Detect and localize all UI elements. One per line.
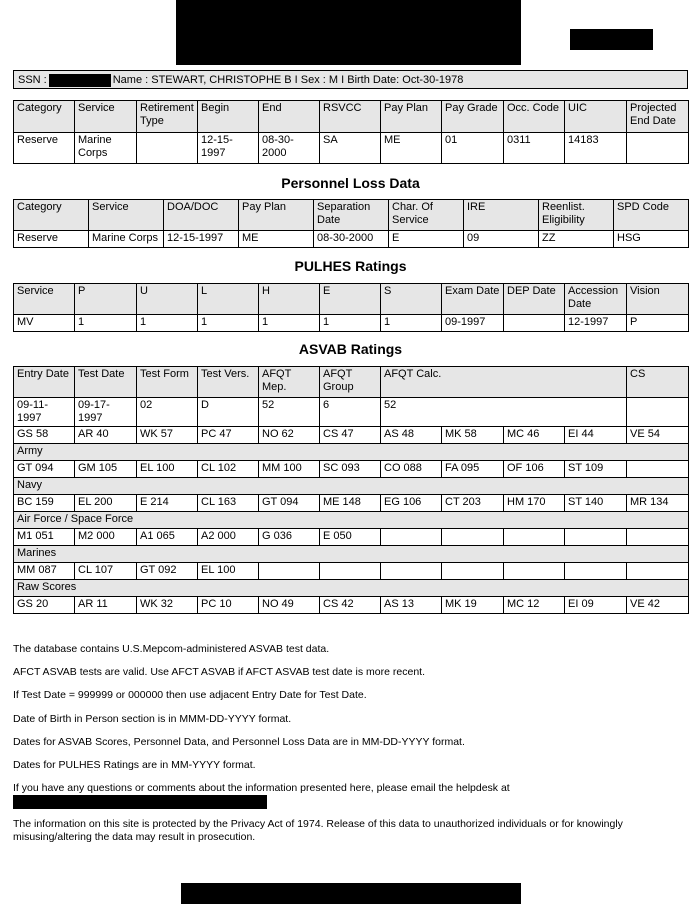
person-info: Name : STEWART, CHRISTOPHE B I Sex : M I Birth Date: Oct-30-1978 <box>112 74 464 86</box>
col-header: CS <box>627 367 689 398</box>
cell <box>381 529 442 546</box>
col-header: Category <box>14 101 75 133</box>
section-row <box>14 478 689 495</box>
col-header: Occ. Code <box>504 101 565 133</box>
cell: CL 102 <box>198 461 259 478</box>
cell: AS 13 <box>381 597 442 614</box>
cell: ST 140 <box>565 495 627 512</box>
section-label: Air Force / Space Force <box>14 512 689 529</box>
cell: Marine Corps <box>75 133 137 164</box>
cell: GS 20 <box>14 597 75 614</box>
section-label: Navy <box>14 478 689 495</box>
cell <box>137 133 198 164</box>
table-row <box>14 495 689 512</box>
service-table <box>13 100 689 164</box>
redacted-ssn <box>49 74 111 87</box>
col-header: Test Form <box>137 367 198 398</box>
section-row <box>14 512 689 529</box>
cell: GS 58 <box>14 427 75 444</box>
cell: 52 <box>259 398 320 427</box>
section-row <box>14 444 689 461</box>
cell: G 036 <box>259 529 320 546</box>
col-header: RSVCC <box>320 101 381 133</box>
cell: ZZ <box>539 231 614 248</box>
loss-title: Personnel Loss Data <box>281 175 420 191</box>
asvab-title: ASVAB Ratings <box>298 341 403 357</box>
cell: 1 <box>198 315 259 332</box>
cell: 08-30-2000 <box>259 133 320 164</box>
cell: 12-15-1997 <box>164 231 239 248</box>
cell: ME 148 <box>320 495 381 512</box>
note-4: Date of Birth in Person section is in MMM-DD-YYYY format. <box>13 713 292 725</box>
cell: 08-30-2000 <box>314 231 389 248</box>
cell: Reserve <box>14 231 89 248</box>
note-6: Dates for PULHES Ratings are in MM-YYYY format. <box>13 759 256 771</box>
cell <box>442 563 504 580</box>
cell <box>565 529 627 546</box>
cell: PC 47 <box>198 427 259 444</box>
col-header: AFQT Group <box>320 367 381 398</box>
cell: M1 051 <box>14 529 75 546</box>
col-header: Entry Date <box>14 367 75 398</box>
cell: 01 <box>442 133 504 164</box>
cell: D <box>198 398 259 427</box>
cell: Marine Corps <box>89 231 164 248</box>
pulhes-table <box>13 283 689 332</box>
cell: A2 000 <box>198 529 259 546</box>
cell: VE 42 <box>627 597 689 614</box>
redacted-banner <box>176 0 521 65</box>
table-row <box>14 597 689 614</box>
cell: 12-1997 <box>565 315 627 332</box>
col-header: Exam Date <box>442 284 504 315</box>
cell: GT 092 <box>137 563 198 580</box>
cell: 1 <box>75 315 137 332</box>
table-row <box>14 231 689 248</box>
redacted-footer <box>181 883 521 904</box>
col-header: Pay Grade <box>442 101 504 133</box>
cell: MM 100 <box>259 461 320 478</box>
cell: CL 107 <box>75 563 137 580</box>
cell: 52 <box>381 398 627 427</box>
cell: E <box>389 231 464 248</box>
cell: 1 <box>381 315 442 332</box>
cell: AS 48 <box>381 427 442 444</box>
person-header <box>13 70 688 89</box>
cell: 02 <box>137 398 198 427</box>
col-header: Vision <box>627 284 689 315</box>
table-row <box>14 427 689 444</box>
col-header: Service <box>14 284 75 315</box>
cell: EL 100 <box>137 461 198 478</box>
col-header: Accession Date <box>565 284 627 315</box>
cell: ME <box>381 133 442 164</box>
table-row <box>14 133 689 164</box>
cell: MC 12 <box>504 597 565 614</box>
cell: HM 170 <box>504 495 565 512</box>
cell: 0311 <box>504 133 565 164</box>
cell: EI 44 <box>565 427 627 444</box>
cell: 09-17-1997 <box>75 398 137 427</box>
col-header: H <box>259 284 320 315</box>
cell: E 214 <box>137 495 198 512</box>
asvab-table <box>13 366 689 614</box>
col-header: Service <box>75 101 137 133</box>
cell: FA 095 <box>442 461 504 478</box>
cell: CT 203 <box>442 495 504 512</box>
cell: VE 54 <box>627 427 689 444</box>
cell: ST 109 <box>565 461 627 478</box>
col-header: Retirement Type <box>137 101 198 133</box>
cell: OF 106 <box>504 461 565 478</box>
table-row <box>14 461 689 478</box>
cell: MK 19 <box>442 597 504 614</box>
cell: GM 105 <box>75 461 137 478</box>
cell: MR 134 <box>627 495 689 512</box>
cell <box>627 133 689 164</box>
col-header: Pay Plan <box>381 101 442 133</box>
col-header: End <box>259 101 320 133</box>
pulhes-title: PULHES Ratings <box>294 258 407 274</box>
cell: M2 000 <box>75 529 137 546</box>
section-label: Raw Scores <box>14 580 689 597</box>
cell: AR 11 <box>75 597 137 614</box>
col-header: Separation Date <box>314 200 389 231</box>
redacted-helpdesk-email <box>13 795 267 809</box>
col-header: UIC <box>565 101 627 133</box>
cell: AR 40 <box>75 427 137 444</box>
helpdesk-note: If you have any questions or comments about the information presented here, please email the helpdesk at <box>13 782 510 794</box>
col-header: SPD Code <box>614 200 689 231</box>
section-label: Marines <box>14 546 689 563</box>
cell: 1 <box>259 315 320 332</box>
cell <box>504 529 565 546</box>
col-header: DEP Date <box>504 284 565 315</box>
cell: SA <box>320 133 381 164</box>
cell <box>381 563 442 580</box>
ssn-label: SSN : <box>18 74 47 86</box>
cell: EI 09 <box>565 597 627 614</box>
col-header: Test Vers. <box>198 367 259 398</box>
table-row <box>14 398 689 427</box>
section-row <box>14 580 689 597</box>
cell: 1 <box>137 315 198 332</box>
col-header: S <box>381 284 442 315</box>
cell: MC 46 <box>504 427 565 444</box>
cell <box>627 398 689 427</box>
table-row <box>14 315 689 332</box>
cell: 14183 <box>565 133 627 164</box>
cell: SC 093 <box>320 461 381 478</box>
cell: HSG <box>614 231 689 248</box>
cell: CS 42 <box>320 597 381 614</box>
col-header: Char. Of Service <box>389 200 464 231</box>
cell: E 050 <box>320 529 381 546</box>
col-header: Projected End Date <box>627 101 689 133</box>
cell: EL 100 <box>198 563 259 580</box>
cell <box>504 563 565 580</box>
cell: EG 106 <box>381 495 442 512</box>
cell: MM 087 <box>14 563 75 580</box>
col-header: AFQT Mep. <box>259 367 320 398</box>
cell: 6 <box>320 398 381 427</box>
cell <box>627 529 689 546</box>
cell: 09-1997 <box>442 315 504 332</box>
col-header: Test Date <box>75 367 137 398</box>
col-header: Reenlist. Eligibility <box>539 200 614 231</box>
col-header: L <box>198 284 259 315</box>
cell: BC 159 <box>14 495 75 512</box>
cell: NO 62 <box>259 427 320 444</box>
col-header: DOA/DOC <box>164 200 239 231</box>
cell: Reserve <box>14 133 75 164</box>
cell: MK 58 <box>442 427 504 444</box>
col-header: Pay Plan <box>239 200 314 231</box>
table-row <box>14 529 689 546</box>
cell: 1 <box>320 315 381 332</box>
cell: CO 088 <box>381 461 442 478</box>
cell <box>504 315 565 332</box>
cell: A1 065 <box>137 529 198 546</box>
cell: 09-11-1997 <box>14 398 75 427</box>
col-header: IRE <box>464 200 539 231</box>
cell: WK 57 <box>137 427 198 444</box>
cell: ME <box>239 231 314 248</box>
note-2: AFCT ASVAB tests are valid. Use AFCT ASVAB if AFCT ASVAB test date is more recent. <box>13 666 425 678</box>
cell <box>442 529 504 546</box>
redacted-box-right <box>570 29 653 50</box>
note-3: If Test Date = 999999 or 000000 then use adjacent Entry Date for Test Date. <box>13 689 367 701</box>
table-row <box>14 563 689 580</box>
col-header: Category <box>14 200 89 231</box>
cell: P <box>627 315 689 332</box>
privacy-note: The information on this site is protected by the Privacy Act of 1974. Release of this data to unauthorized individuals or for knowingly misusing/altering the data may result in prosecution. <box>13 818 623 843</box>
col-header: U <box>137 284 198 315</box>
cell: NO 49 <box>259 597 320 614</box>
cell <box>627 461 689 478</box>
cell <box>627 563 689 580</box>
note-1: The database contains U.S.Mepcom-administered ASVAB test data. <box>13 643 330 655</box>
cell: 09 <box>464 231 539 248</box>
cell <box>565 563 627 580</box>
cell: MV <box>14 315 75 332</box>
section-row <box>14 546 689 563</box>
cell: WK 32 <box>137 597 198 614</box>
cell: PC 10 <box>198 597 259 614</box>
col-header: Begin <box>198 101 259 133</box>
cell <box>320 563 381 580</box>
col-header: E <box>320 284 381 315</box>
col-header: AFQT Calc. <box>381 367 627 398</box>
loss-table <box>13 199 689 248</box>
cell <box>259 563 320 580</box>
section-label: Army <box>14 444 689 461</box>
cell: GT 094 <box>259 495 320 512</box>
cell: GT 094 <box>14 461 75 478</box>
cell: CS 47 <box>320 427 381 444</box>
col-header: Service <box>89 200 164 231</box>
cell: 12-15-1997 <box>198 133 259 164</box>
cell: EL 200 <box>75 495 137 512</box>
note-5: Dates for ASVAB Scores, Personnel Data, and Personnel Loss Data are in MM-DD-YYYY format. <box>13 736 465 748</box>
cell: CL 163 <box>198 495 259 512</box>
col-header: P <box>75 284 137 315</box>
